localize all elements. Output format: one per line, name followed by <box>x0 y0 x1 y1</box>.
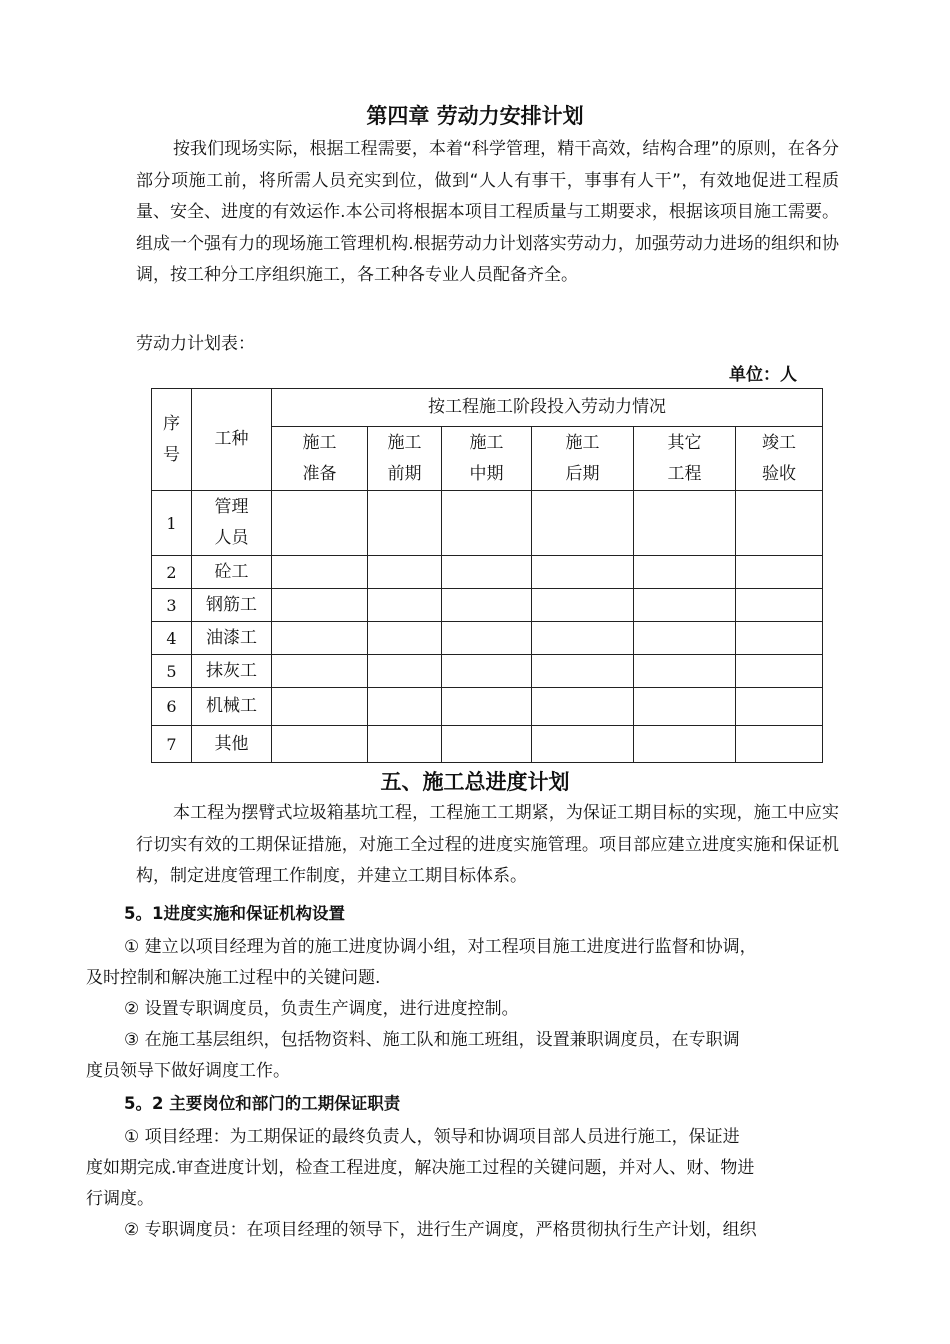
row-number: 2 <box>152 556 192 589</box>
header-stage: 施工 前期 <box>368 427 442 491</box>
table-row <box>152 556 823 589</box>
table-row <box>152 491 823 556</box>
header-stage: 竣工 验收 <box>736 427 823 491</box>
item-5-2-1-line3: 行调度。 <box>86 1189 154 1209</box>
header-stage-group: 按工程施工阶段投入劳动力情况 <box>272 389 823 427</box>
table-label: 劳动力计划表： <box>136 334 255 354</box>
row-type: 抹灰工 <box>192 655 272 688</box>
row-number: 6 <box>152 688 192 726</box>
chapter-title: 第四章 劳动力安排计划 <box>366 104 584 128</box>
header-stage: 其它 工程 <box>634 427 736 491</box>
item-5-2-1-line2: 度如期完成.审查进度计划，检查工程进度，解决施工过程的关键问题，并对人、财、物进 <box>86 1158 755 1178</box>
item-5-1-1-line1: ① 建立以项目经理为首的施工进度协调小组，对工程项目施工进度进行监督和协调， <box>124 937 757 957</box>
table-row <box>152 688 823 726</box>
unit-label: 单位：人 <box>729 365 797 385</box>
row-type: 钢筋工 <box>192 589 272 622</box>
section5-intro: 本工程为摆臂式垃圾箱基坑工程，工程施工工期紧，为保证工期目标的实现，施工中应实行切实有效的工期保证措施，对施工全过程的进度实施管理。项目部应建立进度实施和保证机构，制定进度管理工作制度，并建立工期目标体系。 <box>136 803 839 887</box>
header-type: 工种 <box>192 389 272 491</box>
item-5-1-2: ② 设置专职调度员，负责生产调度，进行进度控制。 <box>124 999 519 1019</box>
row-type: 机械工 <box>192 688 272 726</box>
intro-paragraph: 按我们现场实际，根据工程需要，本着“科学管理，精干高效，结构合理”的原则，在各分部分项施工前，将所需人员充实到位，做到“人人有事干，事事有人干”，有效地促进工程质量、安全、进度的有效运作.本公司将根据本项目工程质量与工期要求，根据该项目施工需要。组成一个强有力的现场施工管理机构.根据劳动力计划落实劳动力，加强劳动力进场的组织和协调，按工种分工序组织施工，各工种各专业人员配备齐全。 <box>136 139 839 286</box>
table-row <box>152 655 823 688</box>
row-number: 3 <box>152 589 192 622</box>
row-number: 1 <box>152 491 192 556</box>
row-type: 管理 人员 <box>192 491 272 556</box>
header-seq: 序 号 <box>152 389 192 491</box>
item-5-1-3-line1: ③ 在施工基层组织，包括物资料、施工队和施工班组，设置兼职调度员，在专职调 <box>124 1030 740 1050</box>
subsection-5-1-title: 5。1进度实施和保证机构设置 <box>124 904 345 923</box>
labor-plan-table <box>151 388 823 763</box>
row-type: 油漆工 <box>192 622 272 655</box>
table-row <box>152 589 823 622</box>
row-number: 4 <box>152 622 192 655</box>
section5-title: 五、施工总进度计划 <box>380 770 570 794</box>
header-stage: 施工 准备 <box>272 427 368 491</box>
row-number: 5 <box>152 655 192 688</box>
table-row <box>152 726 823 763</box>
table-row <box>152 622 823 655</box>
item-5-1-1-line2: 及时控制和解决施工过程中的关键问题. <box>86 968 381 988</box>
row-type: 砼工 <box>192 556 272 589</box>
subsection-5-2-title: 5。2 主要岗位和部门的工期保证职责 <box>124 1094 401 1113</box>
row-type: 其他 <box>192 726 272 763</box>
row-number: 7 <box>152 726 192 763</box>
item-5-2-2-line1: ② 专职调度员：在项目经理的领导下，进行生产调度，严格贯彻执行生产计划，组织 <box>124 1220 757 1240</box>
item-5-2-1-line1: ① 项目经理：为工期保证的最终负责人，领导和协调项目部人员进行施工，保证进 <box>124 1127 740 1147</box>
item-5-1-3-line2: 度员领导下做好调度工作。 <box>86 1061 290 1081</box>
header-stage: 施工 后期 <box>532 427 634 491</box>
header-stage: 施工 中期 <box>442 427 532 491</box>
